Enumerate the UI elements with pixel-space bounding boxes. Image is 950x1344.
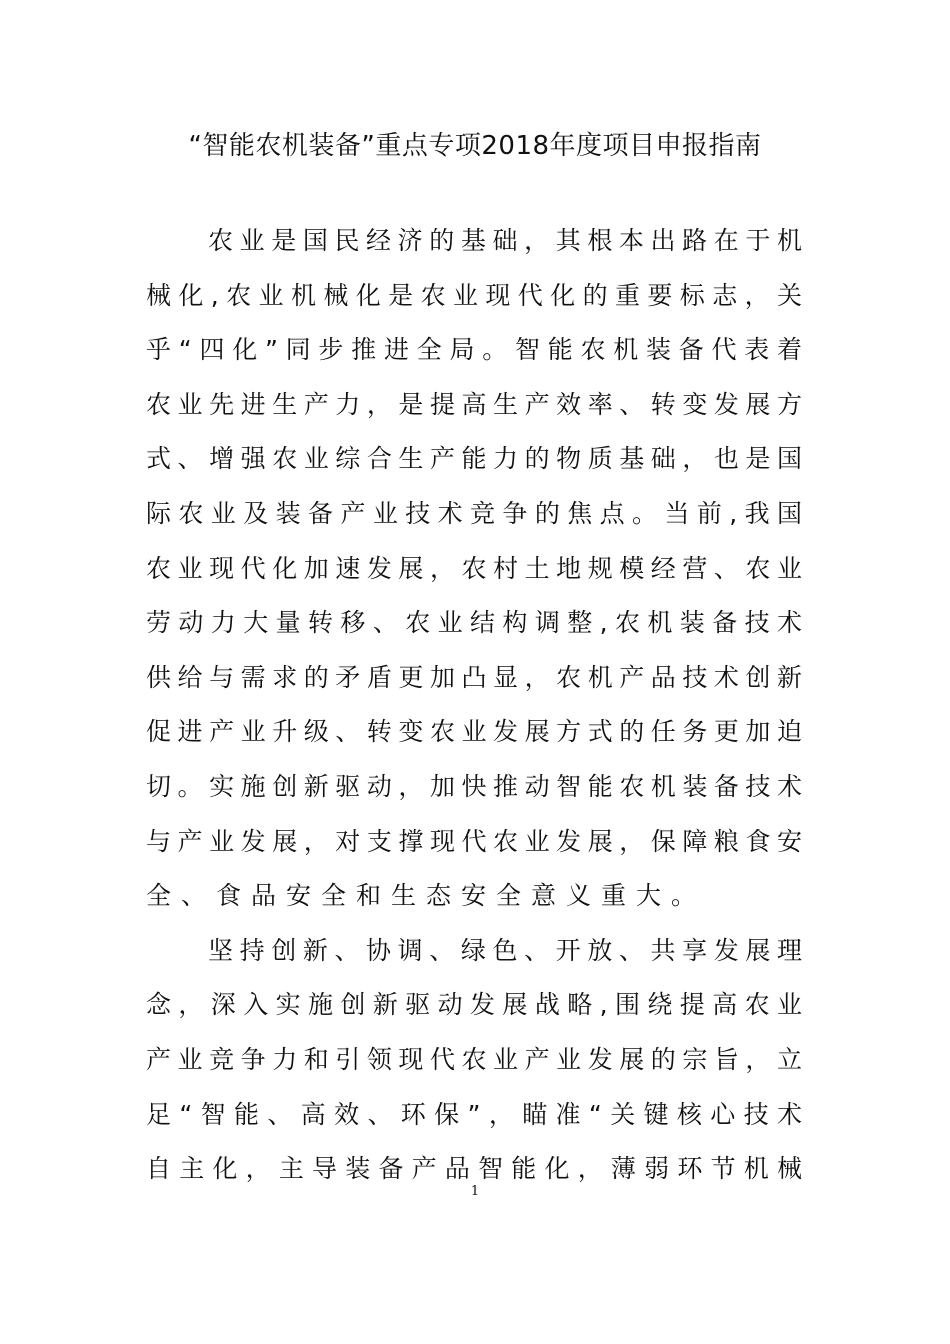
- paragraph-1-line-2: 械化,农业机械化是农业现代化的重要标志，关: [146, 280, 802, 310]
- paragraph-2-line-2: 念，深入实施创新驱动发展战略,围绕提高农业: [146, 990, 802, 1020]
- paragraph-1-line-11: 切。实施创新驱动，加快推动智能农机装备技术: [146, 771, 802, 801]
- paragraph-2-line-1: 坚持创新、协调、绿色、开放、共享发展理: [208, 935, 802, 965]
- paragraph-1-line-7: 农业现代化加速发展，农村土地规模经营、农业: [146, 553, 802, 583]
- page-number: 1: [470, 1184, 480, 1199]
- paragraph-1-line-4: 农业先进生产力，是提高生产效率、转变发展方: [146, 389, 802, 419]
- paragraph-1-line-13: 全、食品安全和生态安全意义重大。: [146, 881, 707, 911]
- paragraph-2-line-5: 自主化，主导装备产品智能化，薄弱环节机械: [146, 1154, 802, 1184]
- document-body: [146, 214, 802, 1197]
- paragraph-1-line-12: 与产业发展，对支撑现代农业发展，保障粮食安: [146, 826, 802, 856]
- paragraph-1-line-10: 促进产业升级、转变农业发展方式的任务更加迫: [146, 717, 802, 747]
- paragraph-1-line-8: 劳动力大量转移、农业结构调整,农机装备技术: [146, 608, 802, 638]
- paragraph-2-line-4: 足“智能、高效、环保”，瞄准“关键核心技术: [146, 1099, 802, 1129]
- paragraph-1-line-9: 供给与需求的矛盾更加凸显，农机产品技术创新: [146, 662, 802, 692]
- paragraph-2-line-3: 产业竞争力和引领现代农业产业发展的宗旨，立: [146, 1044, 802, 1074]
- paragraph-1-line-5: 式、增强农业综合生产能力的物质基础，也是国: [146, 444, 802, 474]
- paragraph-1-line-1: 农业是国民经济的基础，其根本出路在于机: [208, 226, 802, 255]
- document-title: “智能农机装备”重点专项2018年度项目申报指南: [188, 131, 762, 161]
- paragraph-1-line-3: 乎“四化”同步推进全局。智能农机装备代表着: [146, 335, 802, 365]
- paragraph-1-line-6: 际农业及装备产业技术竞争的焦点。当前,我国: [146, 498, 802, 528]
